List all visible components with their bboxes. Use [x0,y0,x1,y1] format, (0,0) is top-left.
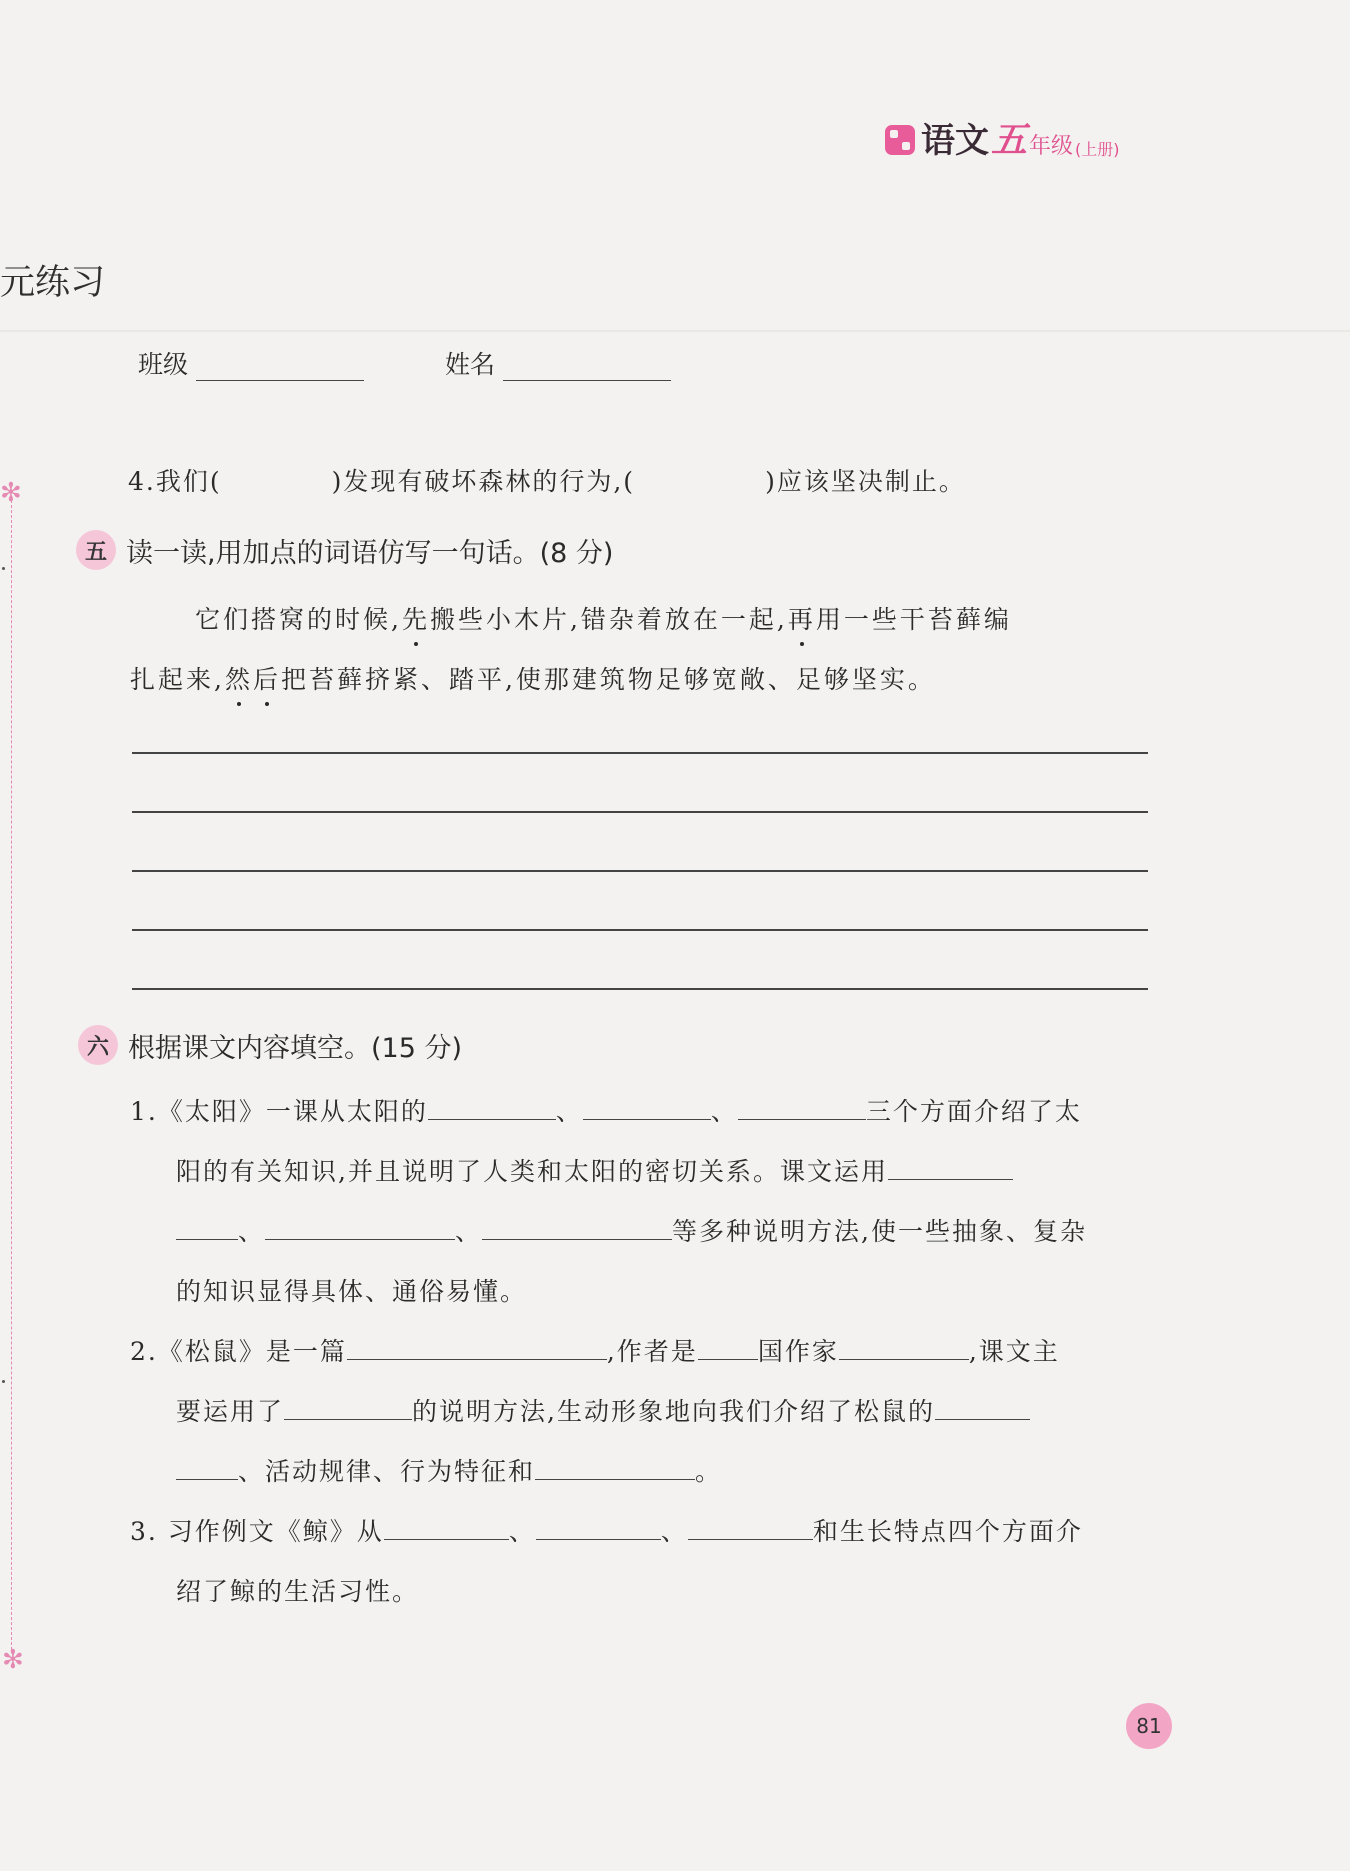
binding-dash-line [11,500,12,1650]
separator: 、 [238,1217,266,1246]
item-4 [128,462,966,498]
passage-line-1 [195,600,1012,636]
writing-line[interactable] [132,988,1148,990]
brand-level: 年级 [1029,134,1074,159]
q1-text: 阳的有关知识,并且说明了人类和太阳的密切关系。课文运用 [176,1157,888,1186]
writing-line[interactable] [132,811,1148,813]
textbook-brand [885,119,1120,161]
separator: 、 [710,1097,738,1126]
passage-text: 扎起来, [130,665,225,694]
section-5-heading [76,530,613,570]
q2-text: 、活动规律、行为特征和 [238,1457,536,1486]
passage-line-2 [130,660,936,696]
item-4-middle: )发现有破坏森林的行为,( [331,467,636,496]
answer-blank[interactable] [839,1333,969,1360]
name-blank[interactable] [503,350,671,381]
passage-text: 把苔藓挤紧、踏平,使那建筑物足够宽敞、足够坚实。 [280,665,936,694]
class-label: 班级 [138,350,189,379]
answer-blank[interactable] [698,1333,758,1360]
q3-text: 3. 习作例文《鲸》从 [130,1517,384,1546]
name-label: 姓名 [445,350,496,379]
passage-text: 用一些干苔藓编 [815,605,1012,634]
q1-line-4 [176,1272,527,1308]
q1-text: 等多种说明方法,使一些抽象、复杂 [672,1217,1087,1246]
brand-grade: 五 [991,119,1028,161]
q2-line-1 [130,1332,1060,1368]
separator: 、 [660,1517,688,1546]
brand-subject: 语文 [921,121,989,161]
brand-volume: (上册) [1075,140,1120,159]
unit-title: 元练习 [0,263,106,303]
q1-line-3 [176,1212,1087,1248]
answer-blank[interactable] [176,1453,238,1480]
margin-dot [2,1380,5,1383]
section-6-badge: 六 [78,1025,118,1065]
q1-line-1 [130,1092,1082,1128]
brand-logo-icon [885,125,915,155]
q1-text: 的知识显得具体、通俗易懂。 [176,1277,528,1306]
emphasis-word: 先 [402,600,430,636]
answer-blank[interactable] [536,1513,661,1540]
answer-blank[interactable] [384,1513,509,1540]
emphasis-word: 然 [225,660,253,696]
q3-line-2 [176,1572,419,1608]
q1-text: 1.《太阳》一课从太阳的 [130,1097,428,1126]
emphasis-word: 再 [788,600,816,636]
answer-blank[interactable] [688,1513,813,1540]
writing-line[interactable] [132,752,1148,754]
answer-blank[interactable] [265,1213,455,1240]
answer-blank[interactable] [482,1213,672,1240]
answer-blank[interactable] [583,1093,711,1120]
section-6-heading [78,1025,462,1065]
q3-text: 和生长特点四个方面介 [812,1517,1083,1546]
class-field [138,345,364,381]
item-4-prefix: 4.我们( [128,467,222,496]
q1-line-2 [176,1152,1013,1188]
q2-line-3 [176,1452,722,1488]
passage-text: 搬些小木片,错杂着放在一起, [429,605,788,634]
q2-line-2 [176,1392,1030,1428]
margin-dot [2,567,5,570]
section-6-title: 根据课文内容填空。(15 分) [128,1032,463,1064]
section-5-title: 读一读,用加点的词语仿写一句话。(8 分) [126,537,614,569]
q2-text: 2.《松鼠》是一篇 [130,1337,347,1366]
q2-text: 的说明方法,生动形象地向我们介绍了松鼠的 [412,1397,935,1426]
q2-text: 。 [695,1457,723,1486]
q2-text: 国作家 [757,1337,839,1366]
answer-blank[interactable] [738,1093,866,1120]
class-blank[interactable] [196,350,364,381]
header-divider [0,330,1350,332]
writing-line[interactable] [132,870,1148,872]
passage-text: 它们搭窝的时候, [195,605,402,634]
flower-icon: ✻ [0,478,22,508]
answer-blank[interactable] [935,1393,1030,1420]
separator: 、 [508,1517,536,1546]
name-field [445,345,671,381]
q2-text: 要运用了 [176,1397,285,1426]
writing-line[interactable] [132,929,1148,931]
answer-blank[interactable] [347,1333,607,1360]
separator: 、 [455,1217,483,1246]
q1-text: 三个方面介绍了太 [865,1097,1082,1126]
q3-line-1 [130,1512,1083,1548]
q2-text: ,作者是 [606,1337,698,1366]
separator: 、 [555,1097,583,1126]
answer-blank[interactable] [535,1453,695,1480]
answer-blank[interactable] [428,1093,556,1120]
emphasis-word: 后 [253,660,281,696]
answer-blank[interactable] [176,1213,238,1240]
q2-text: ,课文主 [968,1337,1060,1366]
flower-icon: ✻ [2,1645,24,1675]
item-4-suffix: )应该坚决制止。 [765,467,966,496]
section-5-badge: 五 [76,530,116,570]
q3-text: 绍了鲸的生活习性。 [176,1577,420,1606]
page-number: 81 [1126,1703,1172,1749]
answer-blank[interactable] [284,1393,412,1420]
answer-blank[interactable] [888,1153,1013,1180]
